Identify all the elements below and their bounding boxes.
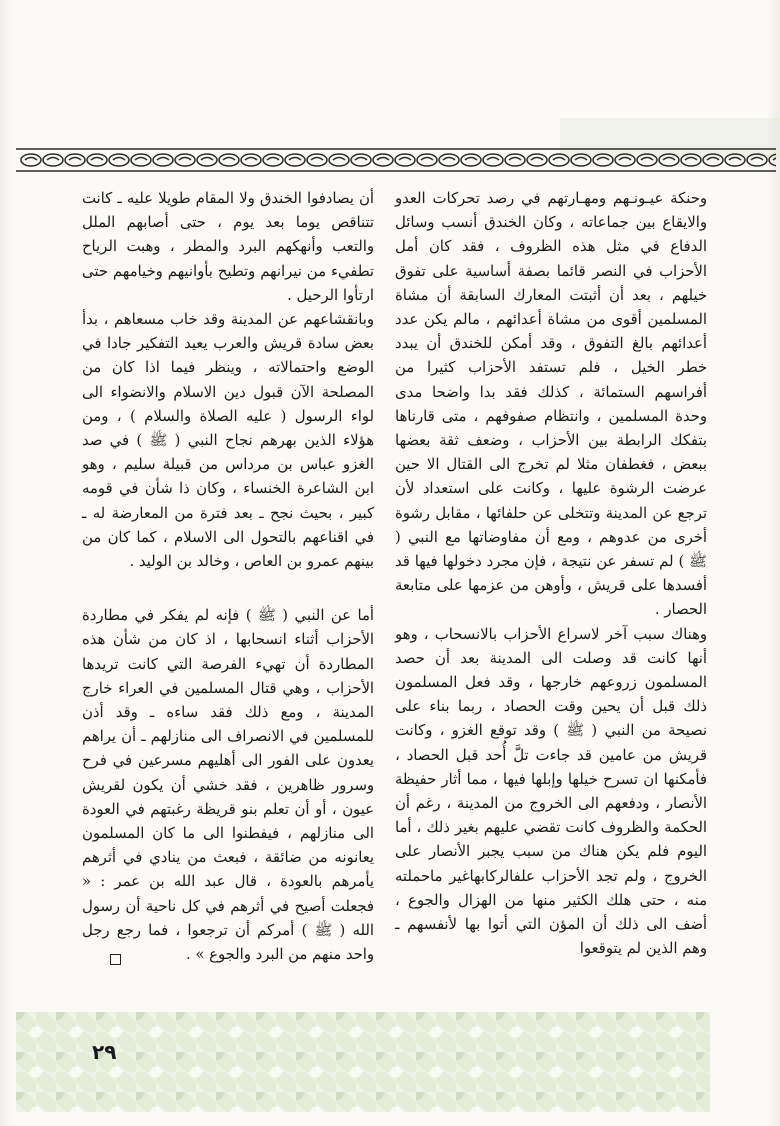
paragraph: وحنكة عيـونـهم ومهـارتهم في رصد تحركات العدو والايقاع بين جماعاته ، وكان الخندق أنسب وسائل الدفاع في مثل هذه الظروف ، فقد كان أمل الأحزاب في النصر قائما بصفة أساسية على تفوق خيلهم ، بعد أن أثبتت المعارك السابقة أن مشاة المسلمين أقوى من مشاة أعدائهم ، مالم يكن عدد أعدائهم بالغ التفوق ، وقد أمكن للخندق أن يبدد خطر الخيل ، فلم تستفد الأحزاب كثيرا من أفراسهم الستمائة ، كذلك فقد بدا واضحا مدى وحدة المسلمين ، وانتظام صفوفهم ، متى قارناها بتفكك الرابطة بين الأحزاب ، وضعف ثقة بعضها ببعض ، فغطفان مثلا لم تخرج الى القتال الا حين عرضت الرشوة عليها ، وكانت على استعداد لأن ترجع عن المدينة وتتخلى عن حلفائها ، مقابل رشوة أخرى من عدوهم ، ومع أن مفاوضاتها مع النبي ( ﷺ ) لم تسفر عن نتيجة ، فإن مجرد دخولها فيها قد أفسدها على قريش ، وأوهن من عزمها على متابعة الحصار . — [395, 190, 707, 619]
ornament-link — [373, 154, 393, 166]
ornament-link — [703, 154, 723, 166]
ornament-curl — [245, 158, 257, 161]
ornament-link — [637, 154, 657, 166]
ornament-curl — [509, 158, 521, 161]
ornament-curl — [443, 158, 455, 161]
ornament-curl — [157, 158, 169, 161]
ornament-link — [197, 154, 217, 166]
ornament-curl — [465, 158, 477, 161]
paragraph: وبانقشاعهم عن المدينة وقد خاب مسعاهم ، بدأ بعض سادة قريش والعرب يعيد التفكير جادا في الوضع واحتمالاته ، وينظر فيما اذا كان من المصلحة الآن قبول دين الاسلام والانضواء الى لواء الرسول ( عليه الصلاة والسلام ) ، ومن هؤلاء الذين بهرهم نجاح النبي ( ﷺ ) في صد الغزو عباس بن مرداس من قبيلة سليم ، وهو ابن الشاعرة الخنساء ، وكان ذا شأن في قومه كبير ، بحيث نجح ـ بعد فترة من المعارضة له ـ في اقناعهم بالتحول الى الاسلام ، كما كان من بينهم عمرو بن العاص ، وخالد بن الوليد . — [82, 311, 374, 571]
ornament-curl — [597, 158, 609, 161]
ornament-curl — [619, 158, 631, 161]
ornament-link — [307, 154, 327, 166]
ornament-link — [505, 154, 525, 166]
ornament-curl — [685, 158, 697, 161]
ornament-link — [241, 154, 261, 166]
ornament-curl — [751, 158, 763, 161]
ornament-curl — [399, 158, 411, 161]
ornament-link — [109, 154, 129, 166]
ornament-curl — [641, 158, 653, 161]
right-column — [395, 187, 707, 962]
ornament-link — [395, 154, 415, 166]
ornament-link — [461, 154, 481, 166]
paragraph: وهناك سبب آخر لاسراع الأحزاب بالانسحاب ، وهو أنها كانت قد وصلت الى المدينة بعد أن حصد المسلمون زروعهم خارجها ، وقد فعل المسلمون ذلك قبل أن يحين وقت الحصاد ، ربما بناء على نصيحة من النبي ( ﷺ ) وقد توقع الغزو ، وكانت قريش من عامين قد جاءت تلَّ أُحد قبل الحصاد ، فأمكنها ان تسرح خيلها وإبلها فيها ، مما أثار حفيظة الأنصار ، ودفعهم الى الخروج من المدينة ، رغم أن الحكمة والظروف كانت تقضي عليهم بغير ذلك ، أما اليوم فلم يكن هناك من سبب يجبر الأنصار على الخروج ، ولم تجد الأحزاب علفالركابهاغير ماحملته منه ، حتى هلك الكثير منها من الهزال والجوع ، أضف الى ذلك أن المؤن التي أتوا بها لأنفسهم ـ وهم الذين لم يتوقعوا — [395, 625, 707, 958]
ornament-link — [21, 154, 41, 166]
ornament-curl — [707, 158, 719, 161]
ornament-link — [483, 154, 503, 166]
ornament-link — [549, 154, 569, 166]
ornamental-border — [16, 147, 776, 173]
ornament-link — [439, 154, 459, 166]
ornament-curl — [553, 158, 565, 161]
ornament-curl — [223, 158, 235, 161]
ornament-curl — [773, 158, 776, 161]
paragraph: أن يصادفوا الخندق ولا المقام طويلا عليه ـ كانت تتناقص يوما بعد يوم ، حتى أصابهم الملل والتعب وأنهكهم البرد والمطر ، وهبت الرياح تطفيء من نيرانهم وتطيح بأوانيهم وخيامهم حتى ارتأوا الرحيل . — [82, 190, 374, 304]
footer-pattern — [16, 1012, 710, 1112]
ornament-link — [87, 154, 107, 166]
ornament-curl — [377, 158, 389, 161]
ornament-curl — [47, 158, 59, 161]
ornament-link — [527, 154, 547, 166]
ornament-link — [571, 154, 591, 166]
ornament-curl — [69, 158, 81, 161]
ornament-link — [351, 154, 371, 166]
ornament-curl — [355, 158, 367, 161]
end-of-article-square-icon — [110, 954, 121, 965]
ornament-link — [285, 154, 305, 166]
ornament-link — [417, 154, 437, 166]
ornament-curl — [487, 158, 499, 161]
ornament-link — [615, 154, 635, 166]
ornament-curl — [531, 158, 543, 161]
ornament-curl — [113, 158, 125, 161]
ornament-link — [175, 154, 195, 166]
ornament-curl — [663, 158, 675, 161]
ornament-link — [725, 154, 745, 166]
ornament-curl — [311, 158, 323, 161]
ornament-link — [681, 154, 701, 166]
ornament-curl — [575, 158, 587, 161]
ornament-curl — [333, 158, 345, 161]
ornament-link — [153, 154, 173, 166]
ornament-curl — [729, 158, 741, 161]
ornament-link — [65, 154, 85, 166]
ornament-link — [263, 154, 283, 166]
ornament-curl — [25, 158, 37, 161]
ornament-curl — [91, 158, 103, 161]
ornament-curl — [135, 158, 147, 161]
paragraph: أما عن النبي ( ﷺ ) فإنه لم يفكر في مطاردة الأحزاب أثناء انسحابها ، اذ كان من شأن هذه المطاردة أن تهيء الفرصة التي كانت تريدها الأحزاب ، وهي قتال المسلمين في العراء خارج المدينة ، ومع ذلك فقد ساءه ـ وقد أذن للمسلمين في الانصراف الى منازلهم ـ أن يراهم يعدون على الفور الى أهليهم مسرعين في فرح وسرور ظاهرين ، فقد خشي أن يكون لقريش عيون ، أو أن تعلم بنو قريظة رغبتهم في العودة الى منازلهم ، فيفطنوا الى ما كان المسلمون يعانونه من ضائقة ، فبعث من ينادي في أثرهم يأمرهم بالعودة ، قال عبد الله بن عمر : « فجعلت أصيح في أثرهم في كل ناحية أن رسول الله ( ﷺ ) أمركم أن ترجعوا ، فما رجع رجل واحد منهم من البرد والجوع » . — [82, 607, 374, 964]
ornament-link — [659, 154, 679, 166]
ornament-curl — [421, 158, 433, 161]
ornament-link — [43, 154, 63, 166]
ornament-link — [747, 154, 767, 166]
ornament-link — [593, 154, 613, 166]
ornament-link — [131, 154, 151, 166]
ornament-curl — [289, 158, 301, 161]
ornament-curl — [201, 158, 213, 161]
ornament-curl — [179, 158, 191, 161]
ornament-curl — [267, 158, 279, 161]
ornament-link — [769, 154, 776, 166]
left-column — [82, 187, 374, 972]
ornament-link — [329, 154, 349, 166]
ornament-link — [219, 154, 239, 166]
page-number: ٢٩ — [92, 1040, 117, 1064]
